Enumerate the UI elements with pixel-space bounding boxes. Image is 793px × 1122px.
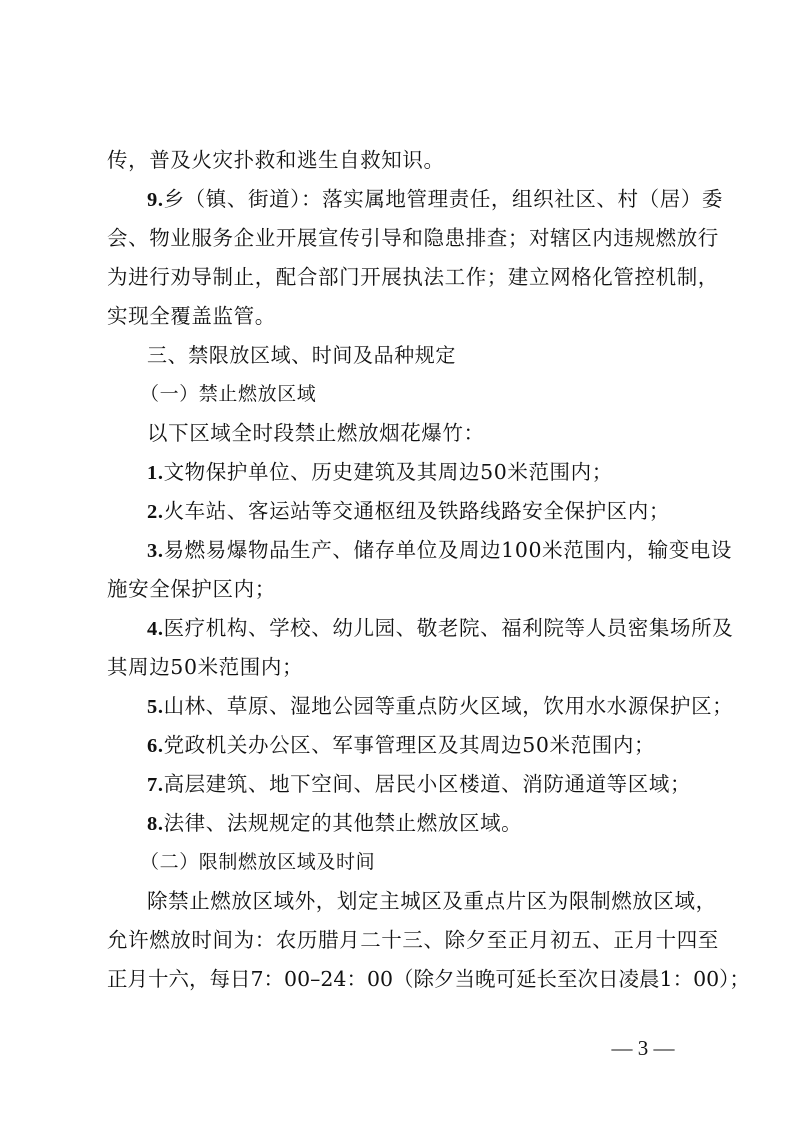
- section-heading: [147, 342, 697, 368]
- paragraph-line: [107, 576, 697, 602]
- list-item-3: [147, 537, 733, 564]
- heading-text: 三、禁限放区域、时间及品种规定: [147, 343, 456, 367]
- paragraph-line: [107, 225, 719, 251]
- heading-text: （二）限制燃放区域及时间: [140, 851, 376, 873]
- item-text: 火车站、客运站等交通枢纽及铁路线路安全保护区内；: [163, 499, 670, 523]
- line-text: 实现全覆盖监管。: [107, 304, 276, 328]
- list-item-5: [147, 693, 734, 720]
- paragraph-line: [107, 966, 750, 992]
- item-number: 1.: [147, 462, 164, 484]
- line-text: 除禁止燃放区域外，划定主城区及重点片区为限制燃放区域，: [147, 889, 717, 913]
- paragraph-line: [107, 654, 697, 680]
- line-text: 正月十六，每日7：00–24：00（除夕当晚可延长至次日凌晨1：00）；: [107, 967, 750, 991]
- item-number: 9.: [147, 189, 164, 211]
- line-text: 允许燃放时间为：农历腊月二十三、除夕至正月初五、正月十四至: [107, 928, 719, 952]
- item-number: 3.: [147, 540, 164, 562]
- subsection-heading: [140, 381, 730, 407]
- line-text: 其周边50米范围内；: [107, 655, 304, 679]
- item-number: 4.: [147, 618, 164, 640]
- item-text: 易燃易爆物品生产、储存单位及周边100米范围内，输变电设: [163, 538, 733, 562]
- page-number: — 3 —: [611, 1036, 675, 1060]
- line-text: 以下区域全时段禁止燃放烟花爆竹：: [147, 421, 485, 445]
- item-text: 医疗机构、学校、幼儿园、敬老院、福利院等人员密集场所及: [163, 616, 734, 640]
- line-text: 为进行劝导制止，配合部门开展执法工作；建立网格化管控机制，: [107, 265, 719, 289]
- item-text: 法律、法规规定的其他禁止燃放区域。: [163, 811, 523, 835]
- line-text: 会、物业服务企业开展宣传引导和隐患排查；对辖区内违规燃放行: [107, 226, 719, 250]
- paragraph-line: [107, 147, 697, 173]
- paragraph-line: [107, 303, 697, 329]
- item-number: 8.: [147, 813, 164, 835]
- item-number: 2.: [147, 501, 164, 523]
- list-item-1: [147, 459, 697, 486]
- list-item-8: [147, 810, 697, 837]
- list-item-7: [147, 771, 697, 798]
- heading-text: （一）禁止燃放区域: [140, 383, 317, 405]
- list-item-2: [147, 498, 697, 525]
- paragraph-line: [147, 420, 697, 446]
- item-text: 高层建筑、地下空间、居民小区楼道、消防通道等区域；: [163, 772, 692, 796]
- item-number: 6.: [147, 735, 164, 757]
- item-number: 5.: [147, 696, 164, 718]
- paragraph-line: [107, 264, 719, 290]
- line-text: 传，普及火灾扑救和逃生自救知识。: [107, 148, 445, 172]
- subsection-heading: [140, 849, 730, 875]
- item-text: 乡（镇、街道）：落实属地管理责任，组织社区、村（居）委: [163, 187, 724, 211]
- paragraph-line: [107, 927, 719, 953]
- paragraph-line: [147, 888, 717, 914]
- item-number: 7.: [147, 774, 164, 796]
- list-item-6: [147, 732, 697, 759]
- line-text: 施安全保护区内；: [107, 577, 276, 601]
- item-text: 文物保护单位、历史建筑及其周边50米范围内；: [163, 460, 613, 484]
- item-text: 党政机关办公区、军事管理区及其周边50米范围内；: [163, 733, 656, 757]
- item-text: 山林、草原、湿地公园等重点防火区域，饮用水水源保护区；: [163, 694, 734, 718]
- list-item-9: [147, 186, 724, 213]
- list-item-4: [147, 615, 734, 642]
